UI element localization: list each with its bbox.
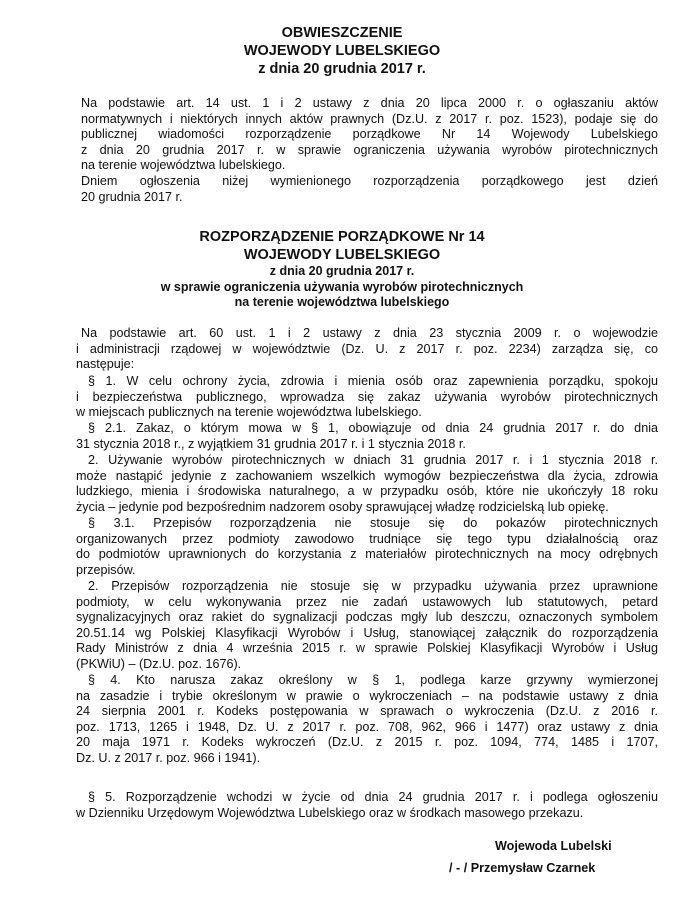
text-line: 2. Przepisów rozporządzenia nie stosuje się w przypadku używania przez uprawnione [88, 579, 658, 593]
text-line: w Dzienniku Urzędowym Województwa Lubelskiego oraz w środkach masowego przekazu. [76, 805, 584, 820]
section-5 [76, 790, 658, 821]
text-line: 20 grudnia 2017 r. [81, 189, 183, 204]
text-line: Dz. U. z 2017 r. poz. 966 i 1941). [76, 750, 261, 765]
text-line: przepisów. [76, 562, 136, 577]
notice-header [0, 24, 684, 78]
text-line: może nastąpić jedynie z zachowaniem wszelkich wymogów bezpieczeństwa dla życia, zdrowia [76, 468, 658, 483]
section-1 [76, 374, 658, 421]
text-line: Rady Ministrów z dnia 4 września 2015 r. w sprawie Polskiej Klasyfikacji Wyrobów i Usług [76, 641, 658, 656]
text-line: w miejscach publicznych na terenie województwa lubelskiego. [76, 405, 422, 420]
text-line: poz. 1713, 1265 i 1948, Dz. U. z 2017 r. poz. 708, 962, 966 i 1477) oraz ustawy z dnia [76, 719, 658, 734]
regulation-title: ROZPORZĄDZENIE PORZĄDKOWE Nr 14 [199, 229, 485, 245]
text-line: 20.51.14 wg Polskiej Klasyfikacji Wyrobów i Usług, stanowiącej załącznik do rozporządzenia [76, 625, 658, 640]
text-line: życia – jedynie pod bezpośrednim nadzorem osoby sprawującej władzę rodzicielską lub opiekę. [76, 499, 609, 514]
regulation-subject-area: na terenie województwa lubelskiego [234, 295, 450, 309]
text-line: i bezpieczeństwa publicznego, wprowadza się zakaz używania wyrobów pirotechnicznych [76, 389, 658, 404]
text-line: 20 maja 1971 r. Kodeks wykroczeń (Dz.U. z 2015 r. poz. 1094, 774, 1485 i 1707, [76, 735, 658, 750]
regulation-intro [76, 326, 658, 373]
regulation-date: z dnia 20 grudnia 2017 r. [269, 264, 415, 278]
text-line: z dnia 20 grudnia 2017 r. w sprawie ograniczenia używania wyrobów pirotechnicznych [81, 142, 658, 157]
notice-issuer: WOJEWODY LUBELSKIEGO [243, 43, 441, 59]
notice-title: OBWIESZCZENIE [281, 25, 403, 41]
text-line: Dniem ogłoszenia niżej wymienionego rozporządzenia porządkowego jest dzień [81, 174, 658, 188]
regulation-subject: w sprawie ograniczenia używania wyrobów pirotechnicznych [160, 279, 524, 294]
notice-date: z dnia 20 grudnia 2017 r. [258, 61, 426, 77]
text-line: § 4. Kto narusza zakaz określony w § 1, podlega karze grzywny wymierzonej [88, 673, 658, 687]
notice-paragraph-2 [81, 174, 658, 205]
text-line: 31 stycznia 2018 r., z wyjątkiem 31 grudnia 2017 r. i 1 stycznia 2018 r. [76, 436, 466, 451]
notice-paragraph-1 [81, 96, 658, 174]
text-line: (PKWiU) – (Dz.U. poz. 1676). [76, 656, 242, 671]
text-line: ludzkiego, mienia i środowiska naturalnego, a w przypadku osób, które nie ukończyły 18 roku [76, 484, 658, 499]
text-line: § 2.1. Zakaz, o którym mowa w § 1, obowiązuje od dnia 24 grudnia 2017 r. do dnia [88, 421, 658, 435]
text-line: normatywnych i niektórych innych aktów prawnych (Dz.U. z 2017 r. poz. 1523), podaje się do [81, 111, 658, 126]
regulation-header [0, 228, 684, 311]
text-line: następuje: [76, 357, 135, 372]
regulation-issuer: WOJEWODY LUBELSKIEGO [243, 247, 441, 263]
text-line: publicznej wiadomości rozporządzenie porządkowe Nr 14 Wojewody Lubelskiego [81, 127, 658, 142]
text-line: 24 sierpnia 2001 r. Kodeks postępowania w sprawach o wykroczenia (Dz.U. z 2016 r. [76, 704, 658, 719]
text-line: podmioty, w celu wykonywania przez nie zadań ustawowych lub statutowych, petard [76, 594, 658, 609]
text-line: organizowanych przez podmioty zawodowo trudniące się tego typu działalnością oraz [76, 531, 658, 546]
text-line: § 5. Rozporządzenie wchodzi w życie od dnia 24 grudnia 2017 r. i podlega ogłoszeniu [88, 790, 658, 804]
signature-office: Wojewoda Lubelski [495, 839, 612, 853]
text-line: sygnalizacyjnych oraz rakiet do sygnalizacji podczas mgły lub deszczu, oznaczonych symbolem [76, 610, 658, 625]
text-line: i administracji rządowej w województwie (Dz. U. z 2017 r. poz. 2234) zarządza się, co [76, 341, 658, 356]
section-4 [76, 673, 658, 767]
text-line: do podmiotów uprawnionych do korzystania z materiałów pirotechnicznych na mocy odrębnych [76, 547, 658, 562]
section-2-1 [76, 421, 658, 452]
text-line: § 3.1. Przepisów rozporządzenia nie stosuje się do pokazów pirotechnicznych [88, 516, 658, 530]
text-line: 2. Używanie wyrobów pirotechnicznych w dniach 31 grudnia 2017 r. i 1 stycznia 2018 r. [88, 453, 658, 467]
section-3-1 [76, 516, 658, 578]
text-line: na zasadzie i trybie określonym w prawie o wykroczeniach – na podstawie ustawy z dnia [76, 688, 658, 703]
signature-name: / - / Przemysław Czarnek [449, 861, 596, 875]
section-2-2 [76, 453, 658, 515]
text-line: Na podstawie art. 60 ust. 1 i 2 ustawy z dnia 23 stycznia 2009 r. o wojewodzie [81, 326, 658, 340]
text-line: § 1. W celu ochrony życia, zdrowia i mienia osób oraz zapewnienia porządku, spokoju [88, 374, 658, 388]
text-line: na terenie województwa lubelskiego. [81, 158, 286, 173]
section-3-2 [76, 579, 658, 673]
text-line: Na podstawie art. 14 ust. 1 i 2 ustawy z dnia 20 lipca 2000 r. o ogłaszaniu aktów [81, 96, 658, 110]
